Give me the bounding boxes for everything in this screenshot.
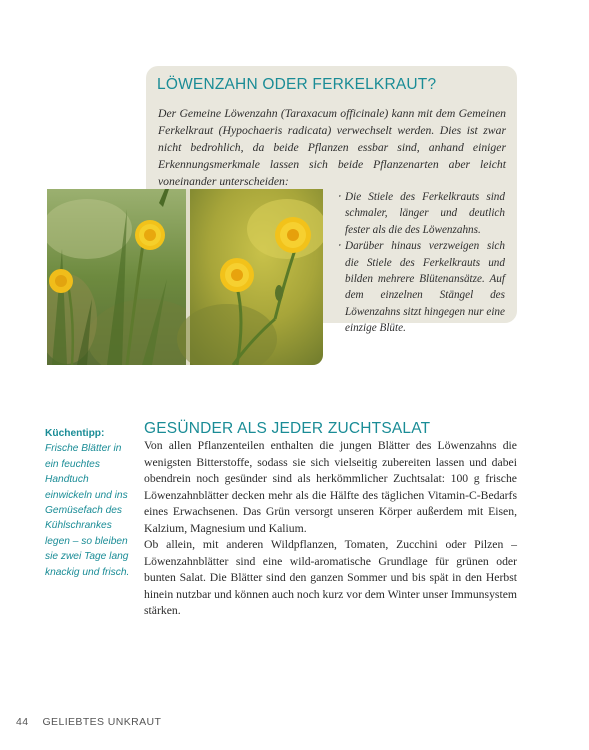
section-body [144, 438, 517, 620]
bullet-marker: ‧ [337, 240, 341, 253]
bullet-marker: ‧ [337, 191, 341, 203]
page-number: 44 [16, 716, 29, 728]
dandelion-bloom-left-small [49, 269, 73, 293]
info-box-title: LÖWENZAHN ODER FERKELKRAUT? [157, 76, 437, 93]
running-title: GELIEBTES UNKRAUT [42, 716, 162, 728]
dandelion-bloom-right-lower [220, 258, 254, 292]
bullet-item: ‧ Die Stiele des Ferkelkrauts sind schmaler, länger und deutlich fester als die des Löwenzahns. [337, 191, 505, 236]
kitchen-tip-body: Frische Blätter in ein feuchtes Handtuch einwickeln und ins Gemüsefach des Kühlschrankes legen – so bleiben sie zwei Tage lang knackig und frisch. [45, 443, 130, 578]
dandelion-bloom-left [135, 220, 165, 250]
dandelion-bloom-right-upper [275, 217, 311, 253]
flower-photos [47, 189, 323, 365]
kitchen-tip [45, 426, 131, 580]
page-footer [16, 716, 161, 728]
bullet-item: ‧ Darüber hinaus verzweigen sich die Stiele des Ferkelkrauts und bilden mehrere Blütenansätze. Auf dem einzelnen Stängel des Löwenzahns sitzt hingegen nur eine einzige Blüte. [337, 240, 505, 335]
section-heading: GESÜNDER ALS JEDER ZUCHTSALAT [144, 420, 431, 437]
kitchen-tip-title: Küchentipp: [45, 428, 105, 439]
info-box-intro: Der Gemeine Löwenzahn (Taraxacum officinale) kann mit dem Gemeinen Ferkelkraut (Hypochaeris radicata) verwechselt werden. Dies ist zwar nicht bedrohlich, da beide Pflanzen essbar sind, anhand einiger Erkennungsmerkmale lassen sich beide Pflanzenarten aber leicht voneinander unterscheiden: [158, 107, 506, 188]
right-photo [177, 189, 323, 365]
paragraph: Ob allein, mit anderen Wildpflanzen, Tomaten, Zucchini oder Pilzen – Löwenzahnblätter sind eine wild-aromatische Grundlage für grünen oder bunten Salat. Die Blätter sind den ganzen Sommer und bis spät in den Herbst hinein nutzbar und können auch noch kurz vor dem Winter unser Immunsystem stärken. [144, 538, 517, 617]
info-box-bullets [339, 189, 505, 337]
paragraph: Von allen Pflanzenteilen enthalten die jungen Blätter des Löwenzahns die wenigsten Bitterstoffe, sodass sie sich vielseitig zubereiten lassen und dabei obendrein noch gesünder sind als herkömmlicher Zuchtsalat: 100 g frische Löwenzahnblätter decken mehr als die Hälfte des täglichen Vitamin-C-Bedarfs eines Erwachsenen. Das Grün versorgt unseren Körper außerdem mit Eisen, Kalzium, Magnesium und Kalium. [144, 439, 517, 535]
